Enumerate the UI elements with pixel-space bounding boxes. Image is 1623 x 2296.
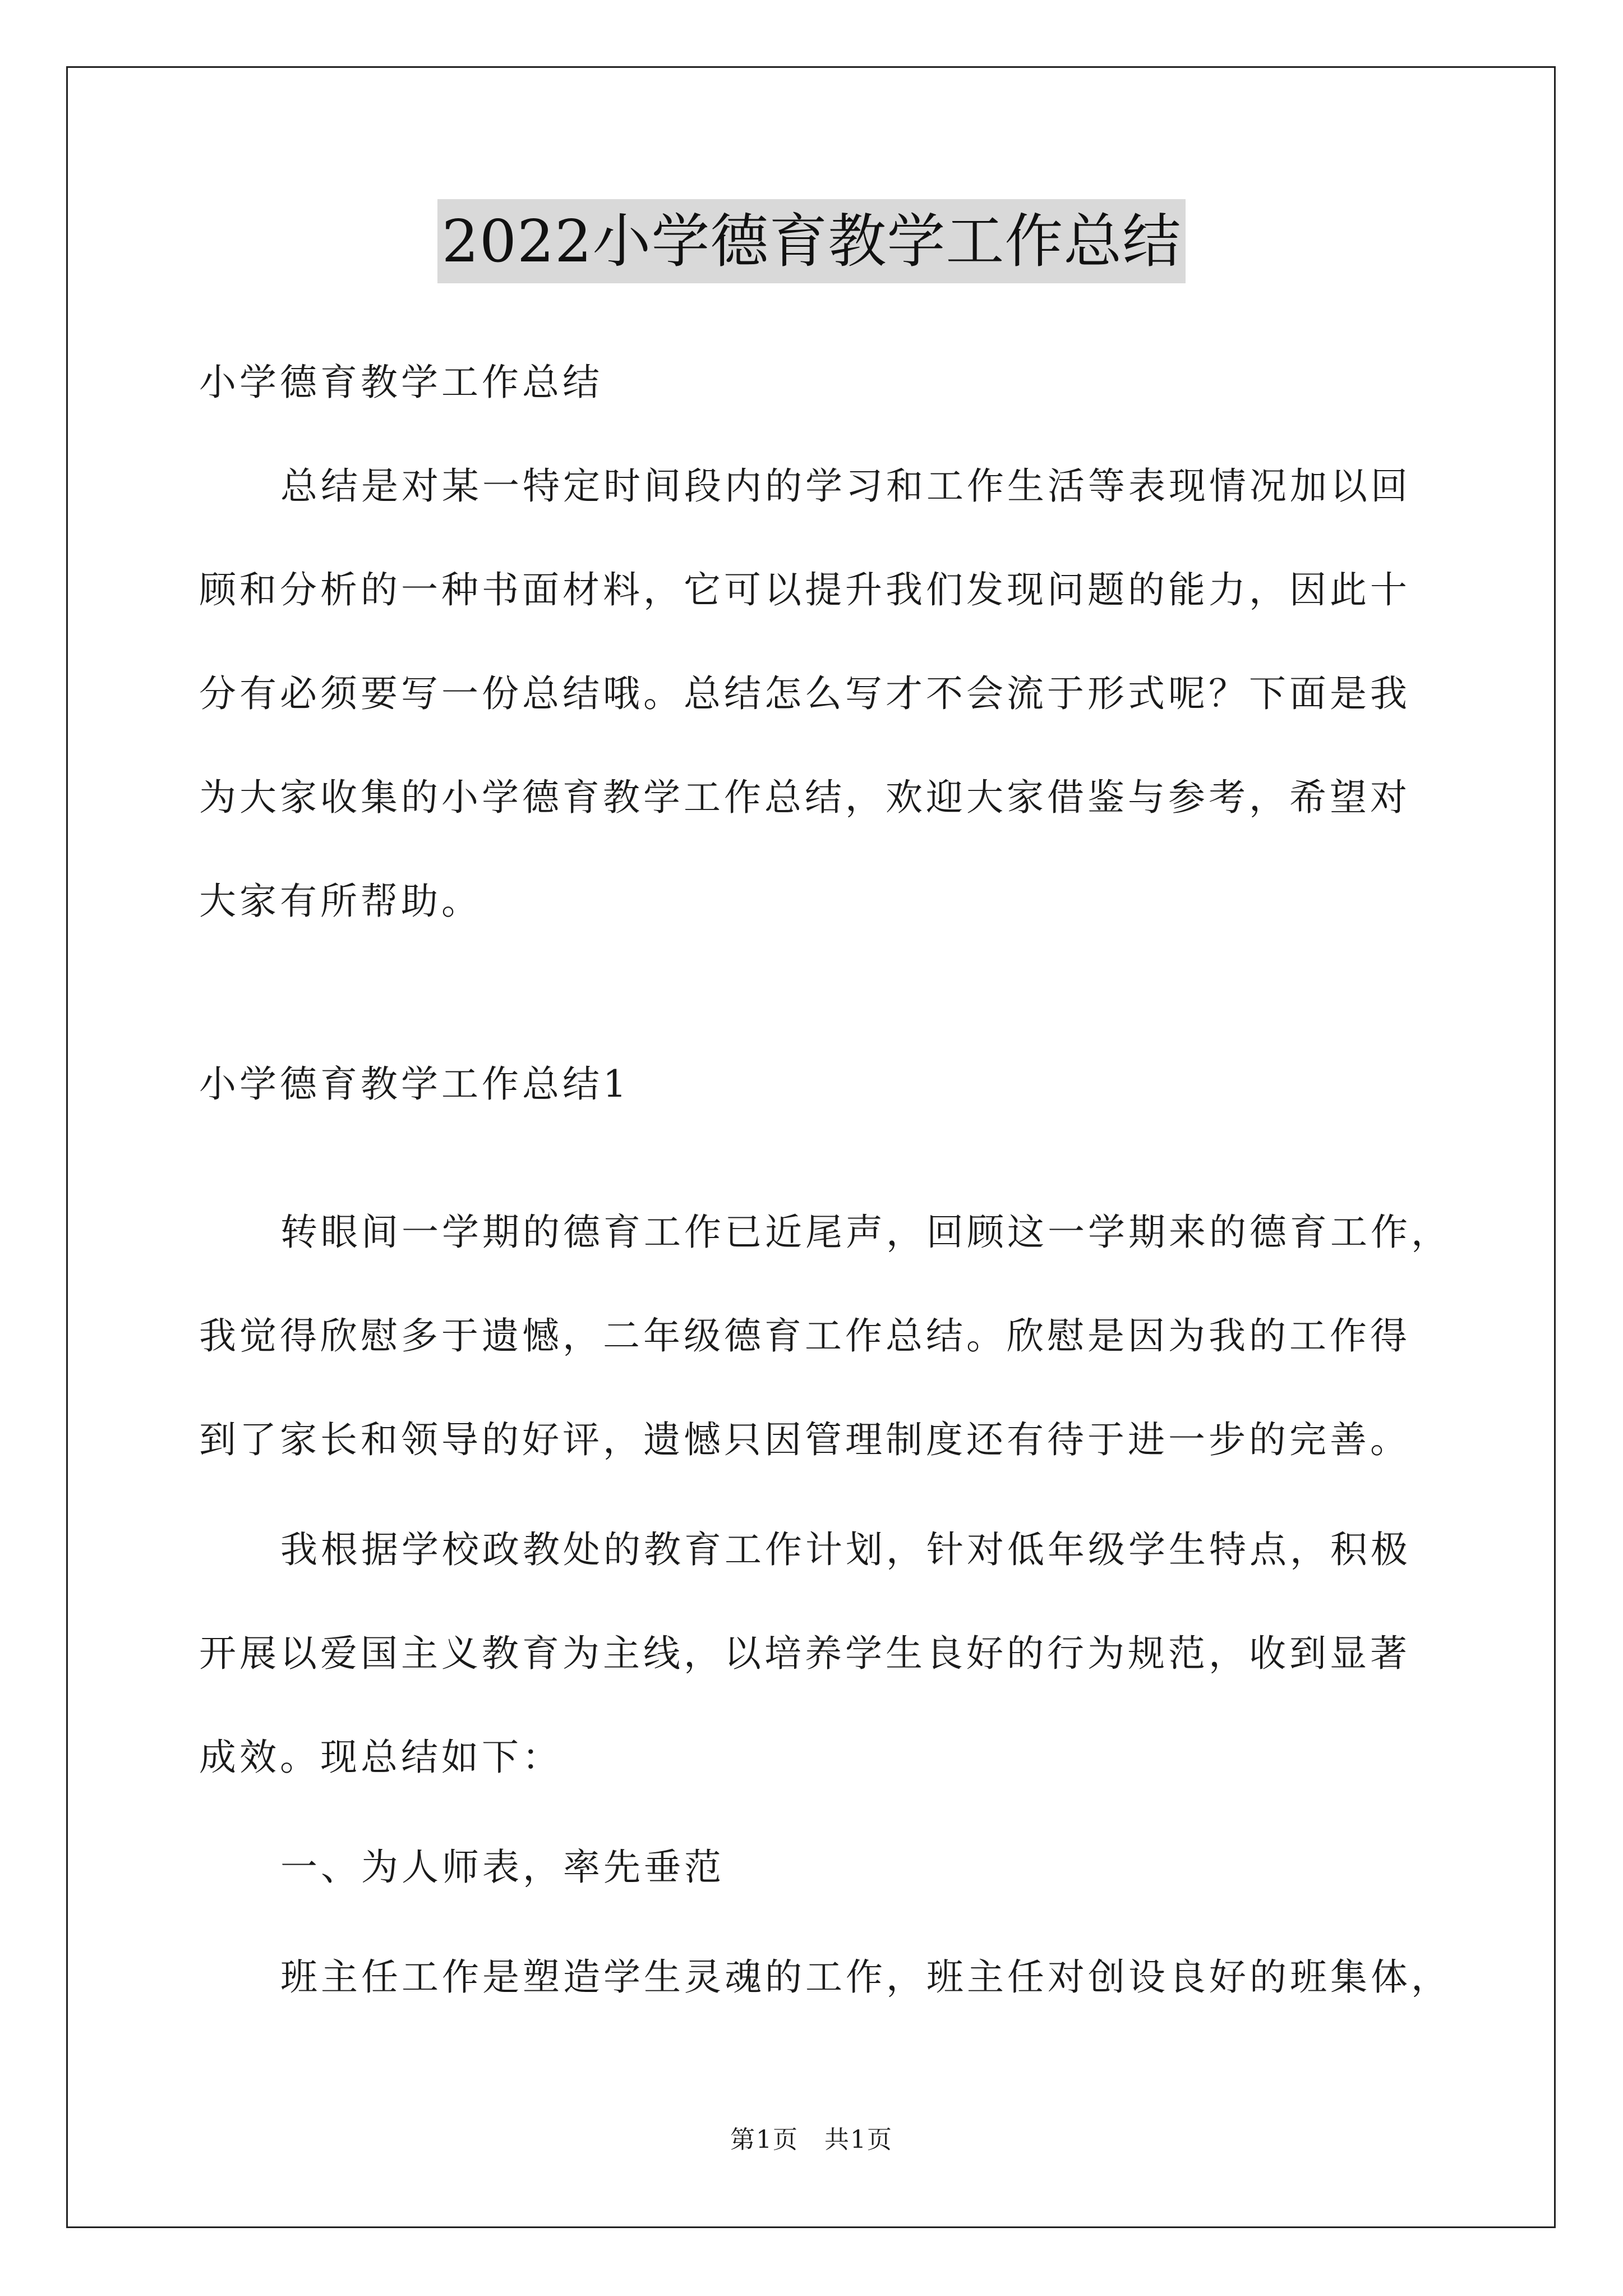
paragraph-3-line-1: 班主任工作是塑造学生灵魂的工作，班主任对创设良好的班集体， [280,1955,1451,1999]
section-heading-1: 小学德育教学工作总结1 [199,1062,630,1106]
subheading-1: 一、为人师表，率先垂范 [280,1846,725,1889]
paragraph-2-line-2: 开展以爱国主义教育为主线，以培养学生良好的行为规范，收到显著 [199,1632,1410,1675]
paragraph-1-line-3: 到了家长和领导的好评，遗憾只因管理制度还有待于进一步的完善。 [199,1418,1410,1461]
paragraph-2-line-1: 我根据学校政教处的教育工作计划，针对低年级学生特点，积极 [280,1528,1411,1571]
document-title: 2022小学德育教学工作总结 [437,199,1186,283]
intro-line-5: 大家有所帮助。 [199,880,482,923]
paragraph-1-line-2: 我觉得欣慰多于遗憾，二年级德育工作总结。欣慰是因为我的工作得 [199,1314,1410,1358]
intro-line-1: 总结是对某一特定时间段内的学习和工作生活等表现情况加以回 [280,464,1411,508]
intro-line-4: 为大家收集的小学德育教学工作总结，欢迎大家借鉴与参考，希望对 [199,776,1410,819]
intro-line-3: 分有必须要写一份总结哦。总结怎么写才不会流于形式呢？下面是我 [199,672,1410,715]
subtitle-line: 小学德育教学工作总结 [199,361,603,404]
page-footer: 第1页 共1页 [730,2125,893,2154]
intro-line-2: 顾和分析的一种书面材料，它可以提升我们发现问题的能力，因此十 [199,568,1410,611]
title-container [0,199,1623,283]
paragraph-1-line-1: 转眼间一学期的德育工作已近尾声，回顾这一学期来的德育工作， [280,1211,1451,1254]
paragraph-2-line-3: 成效。现总结如下： [199,1736,562,1779]
